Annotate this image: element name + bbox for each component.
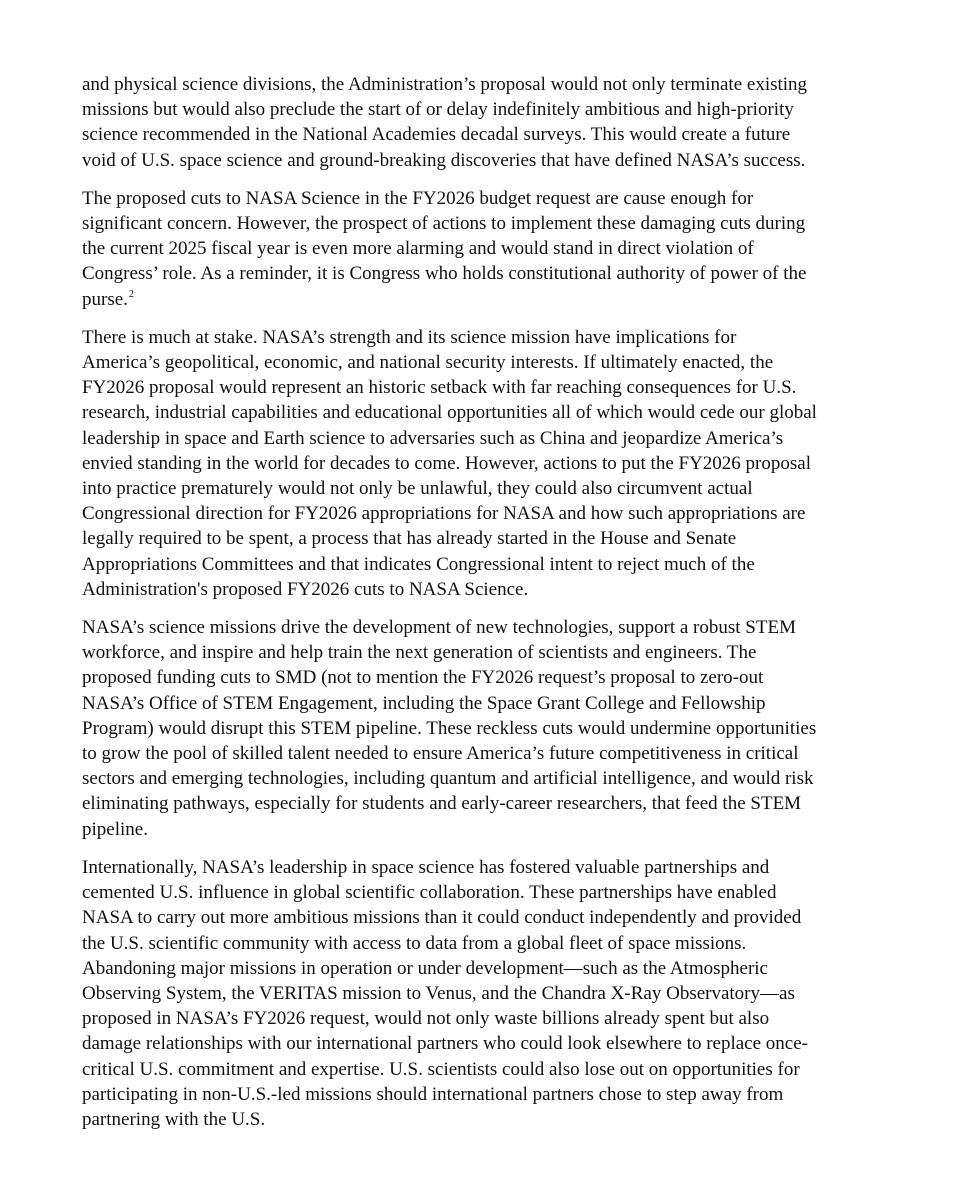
text-line: the U.S. scientific community with access to data from a global fleet of space missions. [82, 932, 747, 954]
document-page [82, 72, 882, 1145]
text-line: FY2026 proposal would represent an historic setback with far reaching consequences for U.S. [82, 377, 797, 399]
text-line: envied standing in the world for decades to come. However, actions to put the FY2026 proposal [82, 452, 811, 474]
text-line: missions but would also preclude the start of or delay indefinitely ambitious and high-priority [82, 99, 794, 121]
text-line: legally required to be spent, a process that has already started in the House and Senate [82, 528, 737, 550]
text-line: There is much at stake. NASA’s strength and its science mission have implications for [82, 326, 737, 348]
text-line: sectors and emerging technologies, including quantum and artificial intelligence, and would risk [82, 768, 814, 790]
footnote-marker[interactable]: 2 [128, 288, 134, 300]
text-line: NASA’s science missions drive the development of new technologies, support a robust STEM [82, 617, 796, 639]
text-line: Administration's proposed FY2026 cuts to NASA Science. [82, 578, 529, 600]
text-line: into practice prematurely would not only be unlawful, they could also circumvent actual [82, 478, 753, 500]
text-line: The proposed cuts to NASA Science in the FY2026 budget request are cause enough for [82, 187, 754, 209]
text-line: NASA’s Office of STEM Engagement, including the Space Grant College and Fellowship [82, 692, 766, 714]
text-line: to grow the pool of skilled talent needed to ensure America’s future competitiveness in critical [82, 743, 799, 765]
text-line: the current 2025 fiscal year is even more alarming and would stand in direct violation of [82, 238, 754, 260]
text-line: participating in non-U.S.-led missions should international partners chose to step away from [82, 1083, 784, 1105]
text-line-with-footnote [82, 287, 882, 312]
paragraph-science-divisions [82, 72, 882, 173]
text-line: science recommended in the National Academies decadal surveys. This would create a future [82, 124, 791, 146]
paragraph-much-at-stake [82, 325, 882, 602]
text-line: proposed in NASA’s FY2026 request, would not only waste billions already spent but also [82, 1008, 770, 1030]
text-line: significant concern. However, the prospect of actions to implement these damaging cuts during [82, 213, 806, 235]
text-line: Program) would disrupt this STEM pipeline. These reckless cuts would undermine opportunities [82, 717, 817, 739]
paragraph-stem-pipeline [82, 615, 882, 842]
text-line: Abandoning major missions in operation or under development—such as the Atmospheric [82, 957, 768, 979]
text-line: America’s geopolitical, economic, and national security interests. If ultimately enacted, the [82, 352, 774, 374]
text-line: leadership in space and Earth science to adversaries such as China and jeopardize America’s [82, 427, 784, 449]
text-line: Internationally, NASA’s leadership in space science has fostered valuable partnerships and [82, 856, 770, 878]
text-line: eliminating pathways, especially for students and early-career researchers, that feed the STEM [82, 793, 802, 815]
text-line: Appropriations Committees and that indicates Congressional intent to reject much of the [82, 553, 755, 575]
paragraph-international [82, 855, 882, 1132]
text-line: cemented U.S. influence in global scientific collaboration. These partnerships have enabled [82, 882, 777, 904]
text-line: damage relationships with our international partners who could look elsewhere to replace once- [82, 1033, 808, 1055]
text-line: critical U.S. commitment and expertise. U.S. scientists could also lose out on opportunities for [82, 1058, 800, 1080]
text-line: pipeline. [82, 818, 148, 840]
paragraph-proposed-cuts [82, 186, 882, 312]
text-line: Observing System, the VERITAS mission to Venus, and the Chandra X-Ray Observatory—as [82, 982, 795, 1004]
text-line: void of U.S. space science and ground-breaking discoveries that have defined NASA’s success. [82, 149, 806, 171]
text-line: workforce, and inspire and help train the next generation of scientists and engineers. The [82, 642, 757, 664]
text-line: and physical science divisions, the Administration’s proposal would not only terminate existing [82, 74, 808, 95]
text-line: NASA to carry out more ambitious missions than it could conduct independently and provided [82, 907, 802, 929]
text-line: research, industrial capabilities and educational opportunities all of which would cede our global [82, 402, 817, 424]
text-line: proposed funding cuts to SMD (not to mention the FY2026 request’s proposal to zero-out [82, 667, 764, 689]
text-fragment: purse. [82, 288, 128, 310]
text-line: Congress’ role. As a reminder, it is Congress who holds constitutional authority of power of the [82, 263, 807, 285]
text-line: Congressional direction for FY2026 appropriations for NASA and how such appropriations are [82, 503, 806, 525]
text-line: partnering with the U.S. [82, 1108, 266, 1130]
